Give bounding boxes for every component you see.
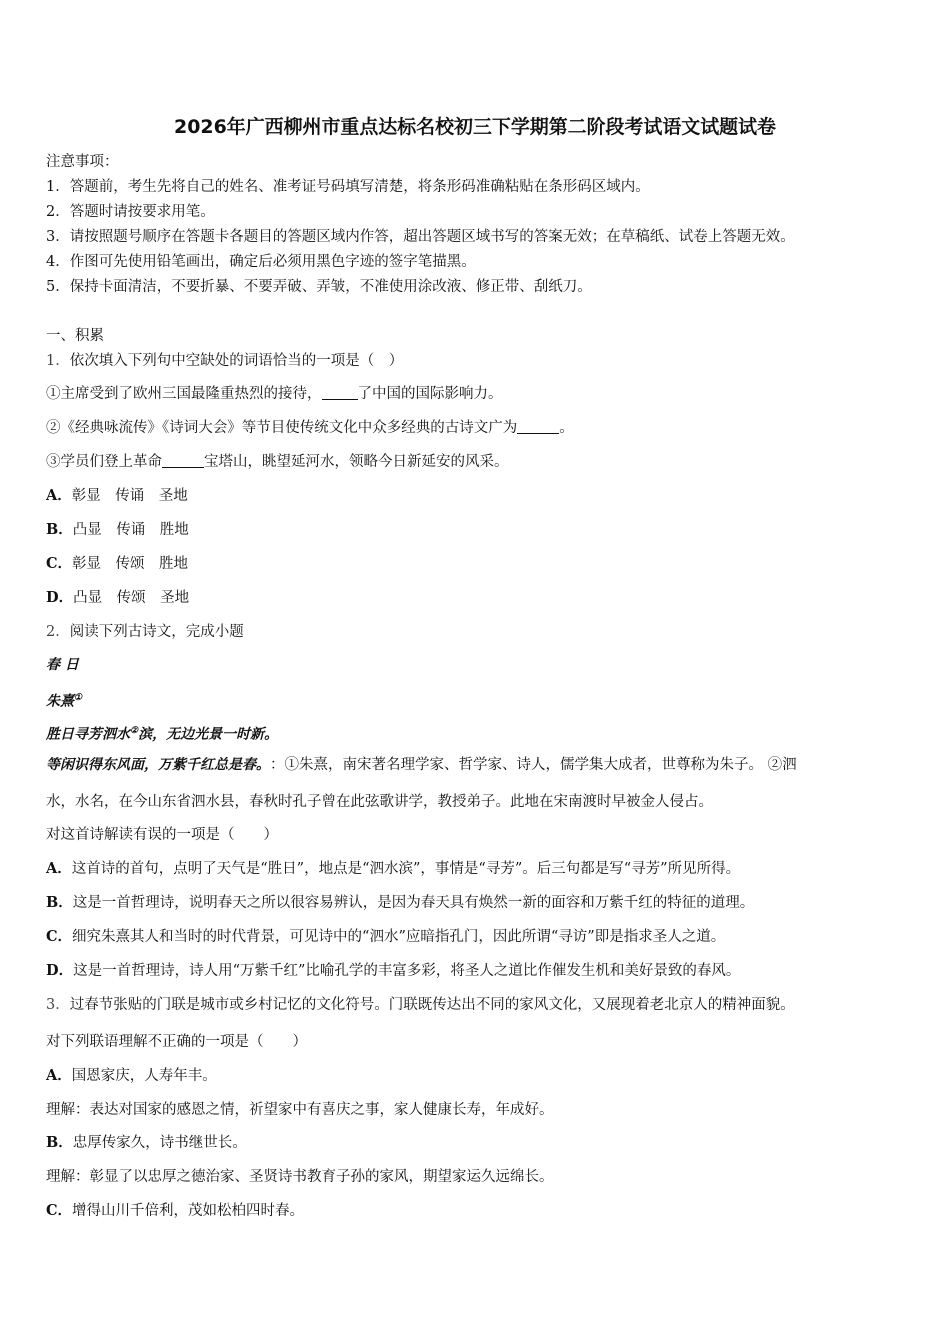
- sentence-text: ②《经典咏流传》《诗词大会》等节目使传统文化中众多经典的古诗文广为: [46, 420, 518, 436]
- option-letter: A．: [46, 860, 72, 877]
- option-text: 彰显 传诵 圣地: [71, 488, 188, 504]
- option-text: 增得山川千倍利，茂如松柏四时春。: [72, 1203, 305, 1219]
- poem-author: [46, 688, 82, 712]
- fill-blank: [517, 419, 559, 434]
- sentence-text: 宝塔山，眺望延河水，领略今日新延安的风采。: [204, 454, 509, 470]
- option-text: 这是一首哲理诗，诗人用“万紫千红”比喻孔学的丰富多彩，将圣人之道比作催发生机和美好景致的春风。: [73, 963, 741, 979]
- fill-blank: [162, 453, 204, 468]
- question-number: 3．: [46, 997, 70, 1013]
- poem-line-1: [46, 721, 278, 745]
- option-a[interactable]: [46, 486, 188, 506]
- sentence-text: ③学员们登上革命: [46, 454, 162, 470]
- sentence-1: [46, 384, 503, 404]
- fill-blank: [322, 385, 358, 400]
- page-title: 2026年广西柳州市重点达标名校初三下学期第二阶段考试语文试题试卷: [174, 116, 776, 138]
- option-letter: C．: [46, 555, 73, 572]
- poem-line-2-with-notes: [46, 755, 797, 775]
- option-b[interactable]: [46, 893, 754, 913]
- option-text: 彰显 传颂 胜地: [72, 556, 189, 572]
- question-1-stem: [46, 351, 403, 371]
- option-letter: C．: [46, 1202, 73, 1219]
- option-text: 凸显 传颂 圣地: [73, 590, 190, 606]
- author-name: 朱熹: [46, 693, 74, 710]
- question-text: 阅读下列古诗文，完成小题: [69, 624, 244, 640]
- option-letter: A．: [46, 1067, 72, 1084]
- poem-title: 春 日: [46, 657, 79, 673]
- question-2-stem: [46, 622, 244, 642]
- sentence-text: 。: [559, 420, 574, 436]
- option-b[interactable]: [46, 1133, 247, 1153]
- sentence-text: ①主席受到了欧州三国最隆重热烈的接待，: [46, 386, 322, 402]
- option-a[interactable]: [46, 859, 740, 879]
- option-a-explanation: 理解：表达对国家的感恩之情，祈望家中有喜庆之事，家人健康长寿，年成好。: [46, 1102, 554, 1118]
- notice-item: 3．请按照题号顺序在答题卡各题目的答题区域内作答，超出答题区域书写的答案无效；在草稿纸、试卷上答题无效。: [46, 229, 795, 245]
- option-c[interactable]: [46, 554, 188, 574]
- option-text: 细究朱熹其人和当时的时代背景，可见诗中的“泗水”应暗指孔门，因此所谓“寻访”即是指求圣人之道。: [72, 929, 726, 945]
- sentence-2: [46, 418, 574, 438]
- poem-text: 胜日寻芳泗水: [46, 726, 130, 743]
- question-text: 依次填入下列句中空缺处的词语恰当的一项是（ ）: [69, 353, 404, 369]
- notice-heading: 注意事项：: [46, 154, 119, 170]
- option-d[interactable]: [46, 588, 189, 608]
- option-letter: D．: [46, 589, 74, 606]
- footnote-mark: ②: [130, 726, 139, 736]
- poem-text: 滨，无边光景一时新。: [138, 726, 279, 743]
- annotation-continued: 水，水名，在今山东省泗水县，春秋时孔子曾在此弦歌讲学，教授弟子。此地在宋南渡时早被金人侵占。: [46, 794, 713, 810]
- notice-item: 2．答题时请按要求用笔。: [46, 204, 215, 220]
- option-text: 这是一首哲理诗，说明春天之所以很容易辨认，是因为春天具有焕然一新的面容和万紫千红的特征的道理。: [72, 895, 755, 911]
- option-letter: B．: [46, 894, 73, 911]
- notice-item: 4．作图可先使用铅笔画出，确定后必须用黑色字迹的签字笔描黑。: [46, 254, 476, 270]
- option-c[interactable]: [46, 927, 725, 947]
- annotation-text: ：①朱熹，南宋著名理学家、哲学家、诗人，儒学集大成者，世尊称为朱子。 ②泗: [270, 757, 797, 773]
- option-d[interactable]: [46, 961, 740, 981]
- option-letter: A．: [46, 487, 72, 504]
- option-b-explanation: 理解：彰显了以忠厚之德治家、圣贤诗书教育子孙的家风，期望家运久远绵长。: [46, 1169, 554, 1185]
- section-heading: 一、积累: [46, 328, 104, 344]
- option-text: 忠厚传家久，诗书继世长。: [72, 1135, 247, 1151]
- footnote-mark: ①: [74, 693, 83, 703]
- question-3-prompt: 对下列联语理解不正确的一项是（ ）: [46, 1034, 307, 1050]
- option-c[interactable]: [46, 1201, 304, 1221]
- sentence-3: [46, 452, 509, 472]
- option-text: 这首诗的首句，点明了天气是“胜日”，地点是“泗水滨”，事情是“寻芳”。后三句都是写“寻芳”所见所得。: [71, 861, 741, 877]
- sentence-text: 了中国的国际影响力。: [357, 386, 503, 402]
- question-text: 过春节张贴的门联是城市或乡村记忆的文化符号。门联既传达出不同的家风文化，又展现着老北京人的精神面貌。: [69, 997, 795, 1013]
- question-number: 1．: [46, 353, 70, 369]
- poem-text: 等闲识得东风面，万紫千红总是春。: [46, 757, 270, 773]
- question-number: 2．: [46, 624, 70, 640]
- option-a[interactable]: [46, 1066, 217, 1086]
- option-text: 国恩家庆，人寿年丰。: [71, 1068, 217, 1084]
- question-3-stem: [46, 995, 795, 1015]
- option-letter: B．: [46, 1134, 73, 1151]
- option-text: 凸显 传诵 胜地: [72, 522, 189, 538]
- question-2-prompt: 对这首诗解读有误的一项是（ ）: [46, 827, 278, 843]
- option-letter: B．: [46, 521, 73, 538]
- option-b[interactable]: [46, 520, 189, 540]
- option-letter: C．: [46, 928, 73, 945]
- notice-item: 1．答题前，考生先将自己的姓名、准考证号码填写清楚，将条形码准确粘贴在条形码区域内。: [46, 179, 650, 195]
- option-letter: D．: [46, 962, 74, 979]
- notice-item: 5．保持卡面清洁，不要折暴、不要弄破、弄皱，不准使用涂改液、修正带、刮纸刀。: [46, 279, 592, 295]
